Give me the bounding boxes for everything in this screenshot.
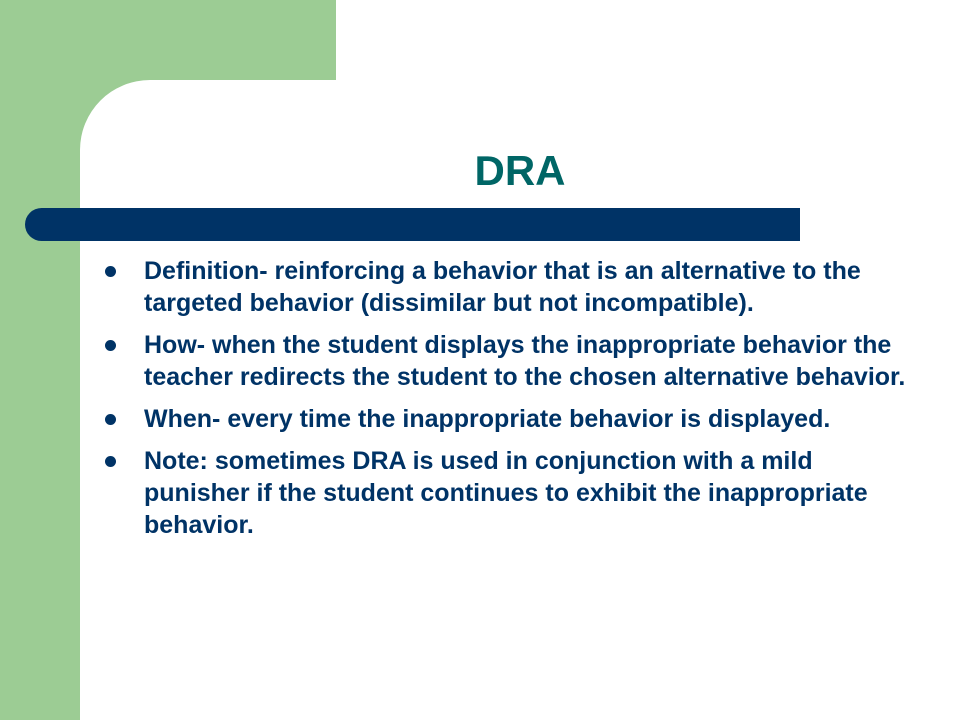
bullet-dot-icon: [105, 266, 116, 277]
bullet-item-definition: [104, 255, 924, 319]
bullet-text: Definition- reinforcing a behavior that is an alternative to the targeted behavior (dissimilar but not incompatible).: [144, 257, 861, 317]
title-underline-bar: [25, 208, 800, 241]
bullet-dot-icon: [105, 456, 116, 467]
bullet-text: When- every time the inappropriate behavior is displayed.: [144, 405, 831, 433]
bullet-list: [104, 255, 924, 551]
bullet-text: Note: sometimes DRA is used in conjunction with a mild punisher if the student continues to exhibit the inappropriate behavior.: [144, 447, 868, 539]
slide-title: DRA: [474, 147, 566, 194]
bullet-dot-icon: [105, 340, 116, 351]
bullet-text: How- when the student displays the inappropriate behavior the teacher redirects the student to the chosen alternative behavior.: [144, 331, 906, 391]
bullet-item-how: [104, 329, 924, 393]
bullet-item-note: [104, 445, 924, 541]
bullet-item-when: [104, 403, 924, 435]
bullet-dot-icon: [105, 414, 116, 425]
